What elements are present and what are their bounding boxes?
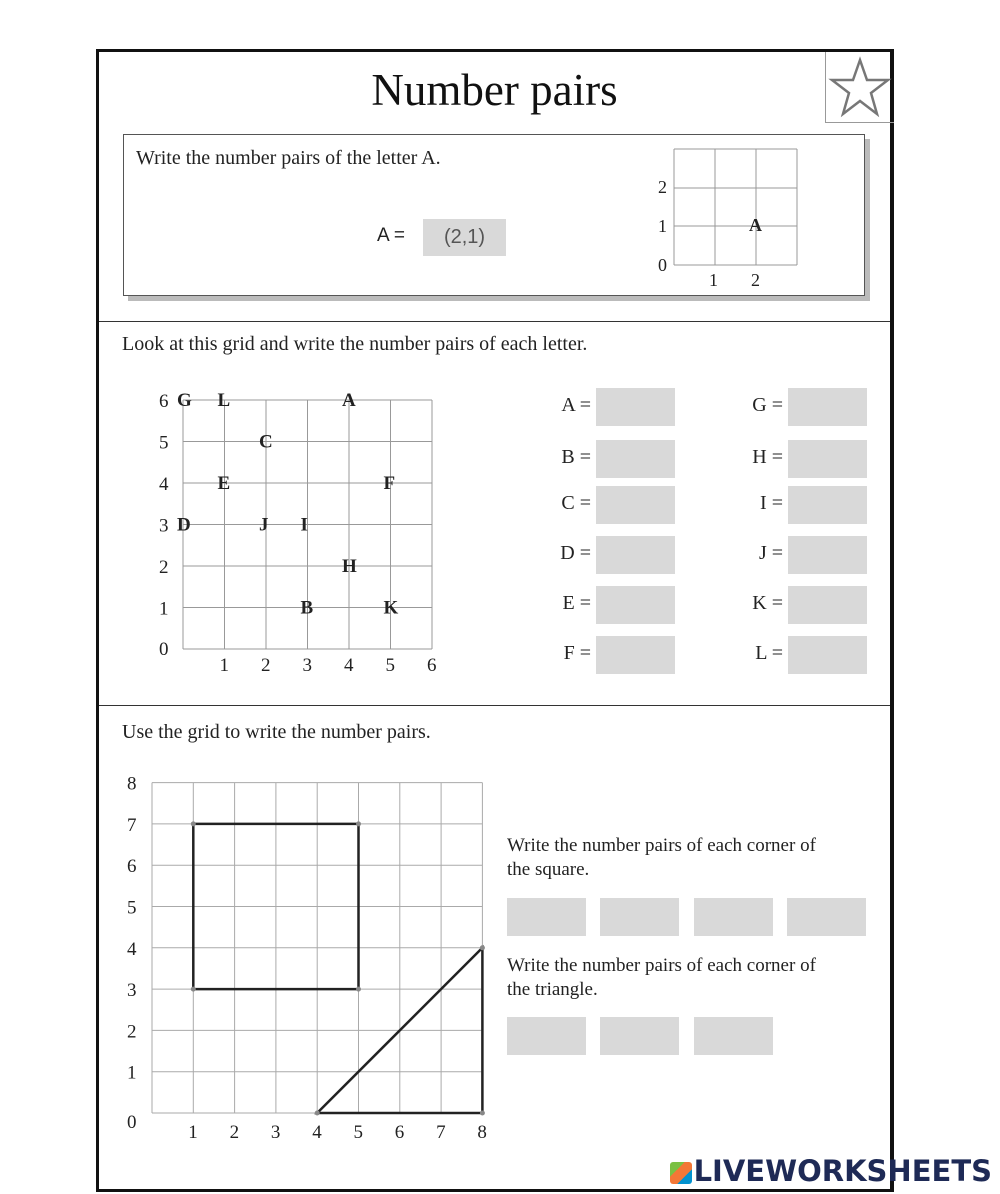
grid2-x-tick: 6 (427, 655, 437, 676)
grid3-y-tick: 5 (127, 897, 137, 919)
grid2-point-I: I (300, 514, 308, 536)
triangle-corner-answer[interactable] (694, 1017, 773, 1055)
worksheet (96, 49, 894, 1192)
star-icon (825, 52, 894, 123)
triangle-prompt-line1: Write the number pairs of each corner of (507, 955, 816, 976)
example-box (123, 134, 865, 296)
section-divider (99, 705, 890, 706)
answer-label: L = (755, 642, 783, 664)
grid3-y-tick: 4 (127, 938, 137, 960)
example-x-tick: 1 (709, 270, 718, 290)
letter-grid (139, 377, 439, 677)
answer-label: A = (561, 394, 591, 416)
grid3-y-tick: 7 (127, 814, 137, 836)
square-corner-answer[interactable] (787, 898, 866, 936)
example-y-tick: 2 (658, 177, 667, 197)
grid3-x-tick: 2 (229, 1122, 240, 1143)
triangle-corner-answer[interactable] (600, 1017, 679, 1055)
answer-box[interactable] (788, 536, 867, 574)
grid3-y-tick: 6 (127, 856, 137, 878)
answer-box[interactable] (596, 536, 675, 574)
answer-box[interactable] (788, 586, 867, 624)
brand-name: LIVEWORKSHEETS (693, 1154, 992, 1188)
grid2-y-tick: 3 (159, 515, 169, 537)
example-prompt: Write the number pairs of the letter A. (136, 147, 441, 169)
grid2-y-tick: 0 (159, 639, 169, 660)
grid2-point-L: L (217, 390, 231, 411)
grid2-x-tick: 5 (385, 655, 395, 676)
triangle-prompt-line2: the triangle. (507, 979, 598, 1000)
grid3-x-tick: 1 (188, 1122, 198, 1143)
answer-box[interactable] (596, 440, 675, 478)
grid3-y-tick: 1 (127, 1062, 137, 1084)
grid3-y-tick: 8 (127, 773, 137, 795)
answer-box[interactable] (788, 388, 867, 426)
grid2-x-tick: 3 (302, 655, 312, 676)
answer-label: G = (752, 394, 783, 416)
corner-point (191, 821, 196, 826)
grid2-point-E: E (217, 473, 231, 494)
grid3-x-tick: 6 (394, 1122, 405, 1143)
example-answer-label: A = (377, 225, 405, 246)
grid3-x-tick: 5 (353, 1122, 363, 1143)
answer-box[interactable] (596, 636, 675, 674)
square-corner-answer[interactable] (600, 898, 679, 936)
grid2-point-J: J (259, 514, 269, 536)
grid3-y-tick: 3 (127, 980, 137, 1002)
grid2-x-tick: 2 (261, 655, 271, 676)
grid2-point-D: D (177, 514, 191, 536)
grid2-x-tick: 4 (344, 655, 354, 676)
answer-label: I = (760, 492, 783, 514)
answer-label: C = (561, 492, 591, 514)
answer-label: H = (752, 446, 783, 468)
grid2-point-C: C (259, 431, 273, 453)
brand-logo (670, 1154, 992, 1188)
grid3-x-tick: 3 (270, 1122, 281, 1143)
example-grid (644, 145, 804, 290)
square-corner-answer[interactable] (694, 898, 773, 936)
answer-label: E = (562, 592, 591, 614)
section-divider (99, 321, 890, 322)
grid3-y-tick: 2 (127, 1021, 137, 1043)
answer-label: B = (561, 446, 591, 468)
corner-point (315, 1111, 320, 1116)
grid3-x-tick: 7 (436, 1122, 446, 1143)
corner-point (480, 1111, 485, 1116)
answer-box[interactable] (788, 440, 867, 478)
corner-point (356, 987, 361, 992)
grid3-y-tick: 0 (127, 1112, 137, 1133)
corner-point (356, 821, 361, 826)
grid2-point-G: G (177, 390, 192, 411)
example-y-tick: 0 (658, 255, 667, 275)
answer-box[interactable] (596, 388, 675, 426)
grid2-y-tick: 6 (159, 391, 169, 412)
answer-label: D = (560, 542, 591, 564)
grid2-y-tick: 5 (159, 432, 169, 454)
square-prompt-line2: the square. (507, 859, 590, 880)
shape-grid (109, 767, 489, 1147)
grid2-point-K: K (383, 597, 399, 619)
answer-box[interactable] (788, 636, 867, 674)
example-y-tick: 1 (658, 216, 667, 236)
grid2-y-tick: 1 (159, 598, 169, 620)
grid2-point-B: B (300, 597, 314, 619)
grid3-x-tick: 4 (312, 1122, 322, 1143)
example-answer: (2,1) (423, 219, 506, 256)
answer-label: J = (758, 542, 783, 564)
answer-box[interactable] (788, 486, 867, 524)
example-point-label: A (749, 215, 762, 235)
grid3-x-tick: 8 (477, 1122, 487, 1143)
liveworksheets-logo-icon (670, 1162, 692, 1184)
answer-box[interactable] (596, 486, 675, 524)
answer-label: F = (563, 642, 591, 664)
corner-point (191, 987, 196, 992)
grid2-point-A: A (342, 390, 356, 411)
grid2-x-tick: 1 (219, 655, 229, 676)
grid2-y-tick: 4 (159, 474, 169, 495)
grid2-point-F: F (383, 473, 396, 494)
section2-prompt: Look at this grid and write the number pairs of each letter. (122, 333, 588, 355)
answer-box[interactable] (596, 586, 675, 624)
example-x-tick: 2 (751, 270, 760, 290)
page-title: Number pairs (371, 65, 618, 115)
corner-point (480, 945, 485, 950)
grid2-y-tick: 2 (159, 557, 169, 578)
square-prompt-line1: Write the number pairs of each corner of (507, 835, 816, 856)
section3-prompt: Use the grid to write the number pairs. (122, 721, 431, 743)
answer-label: K = (752, 592, 783, 614)
square-corner-answer[interactable] (507, 898, 586, 936)
triangle-corner-answer[interactable] (507, 1017, 586, 1055)
grid2-point-H: H (342, 556, 357, 577)
